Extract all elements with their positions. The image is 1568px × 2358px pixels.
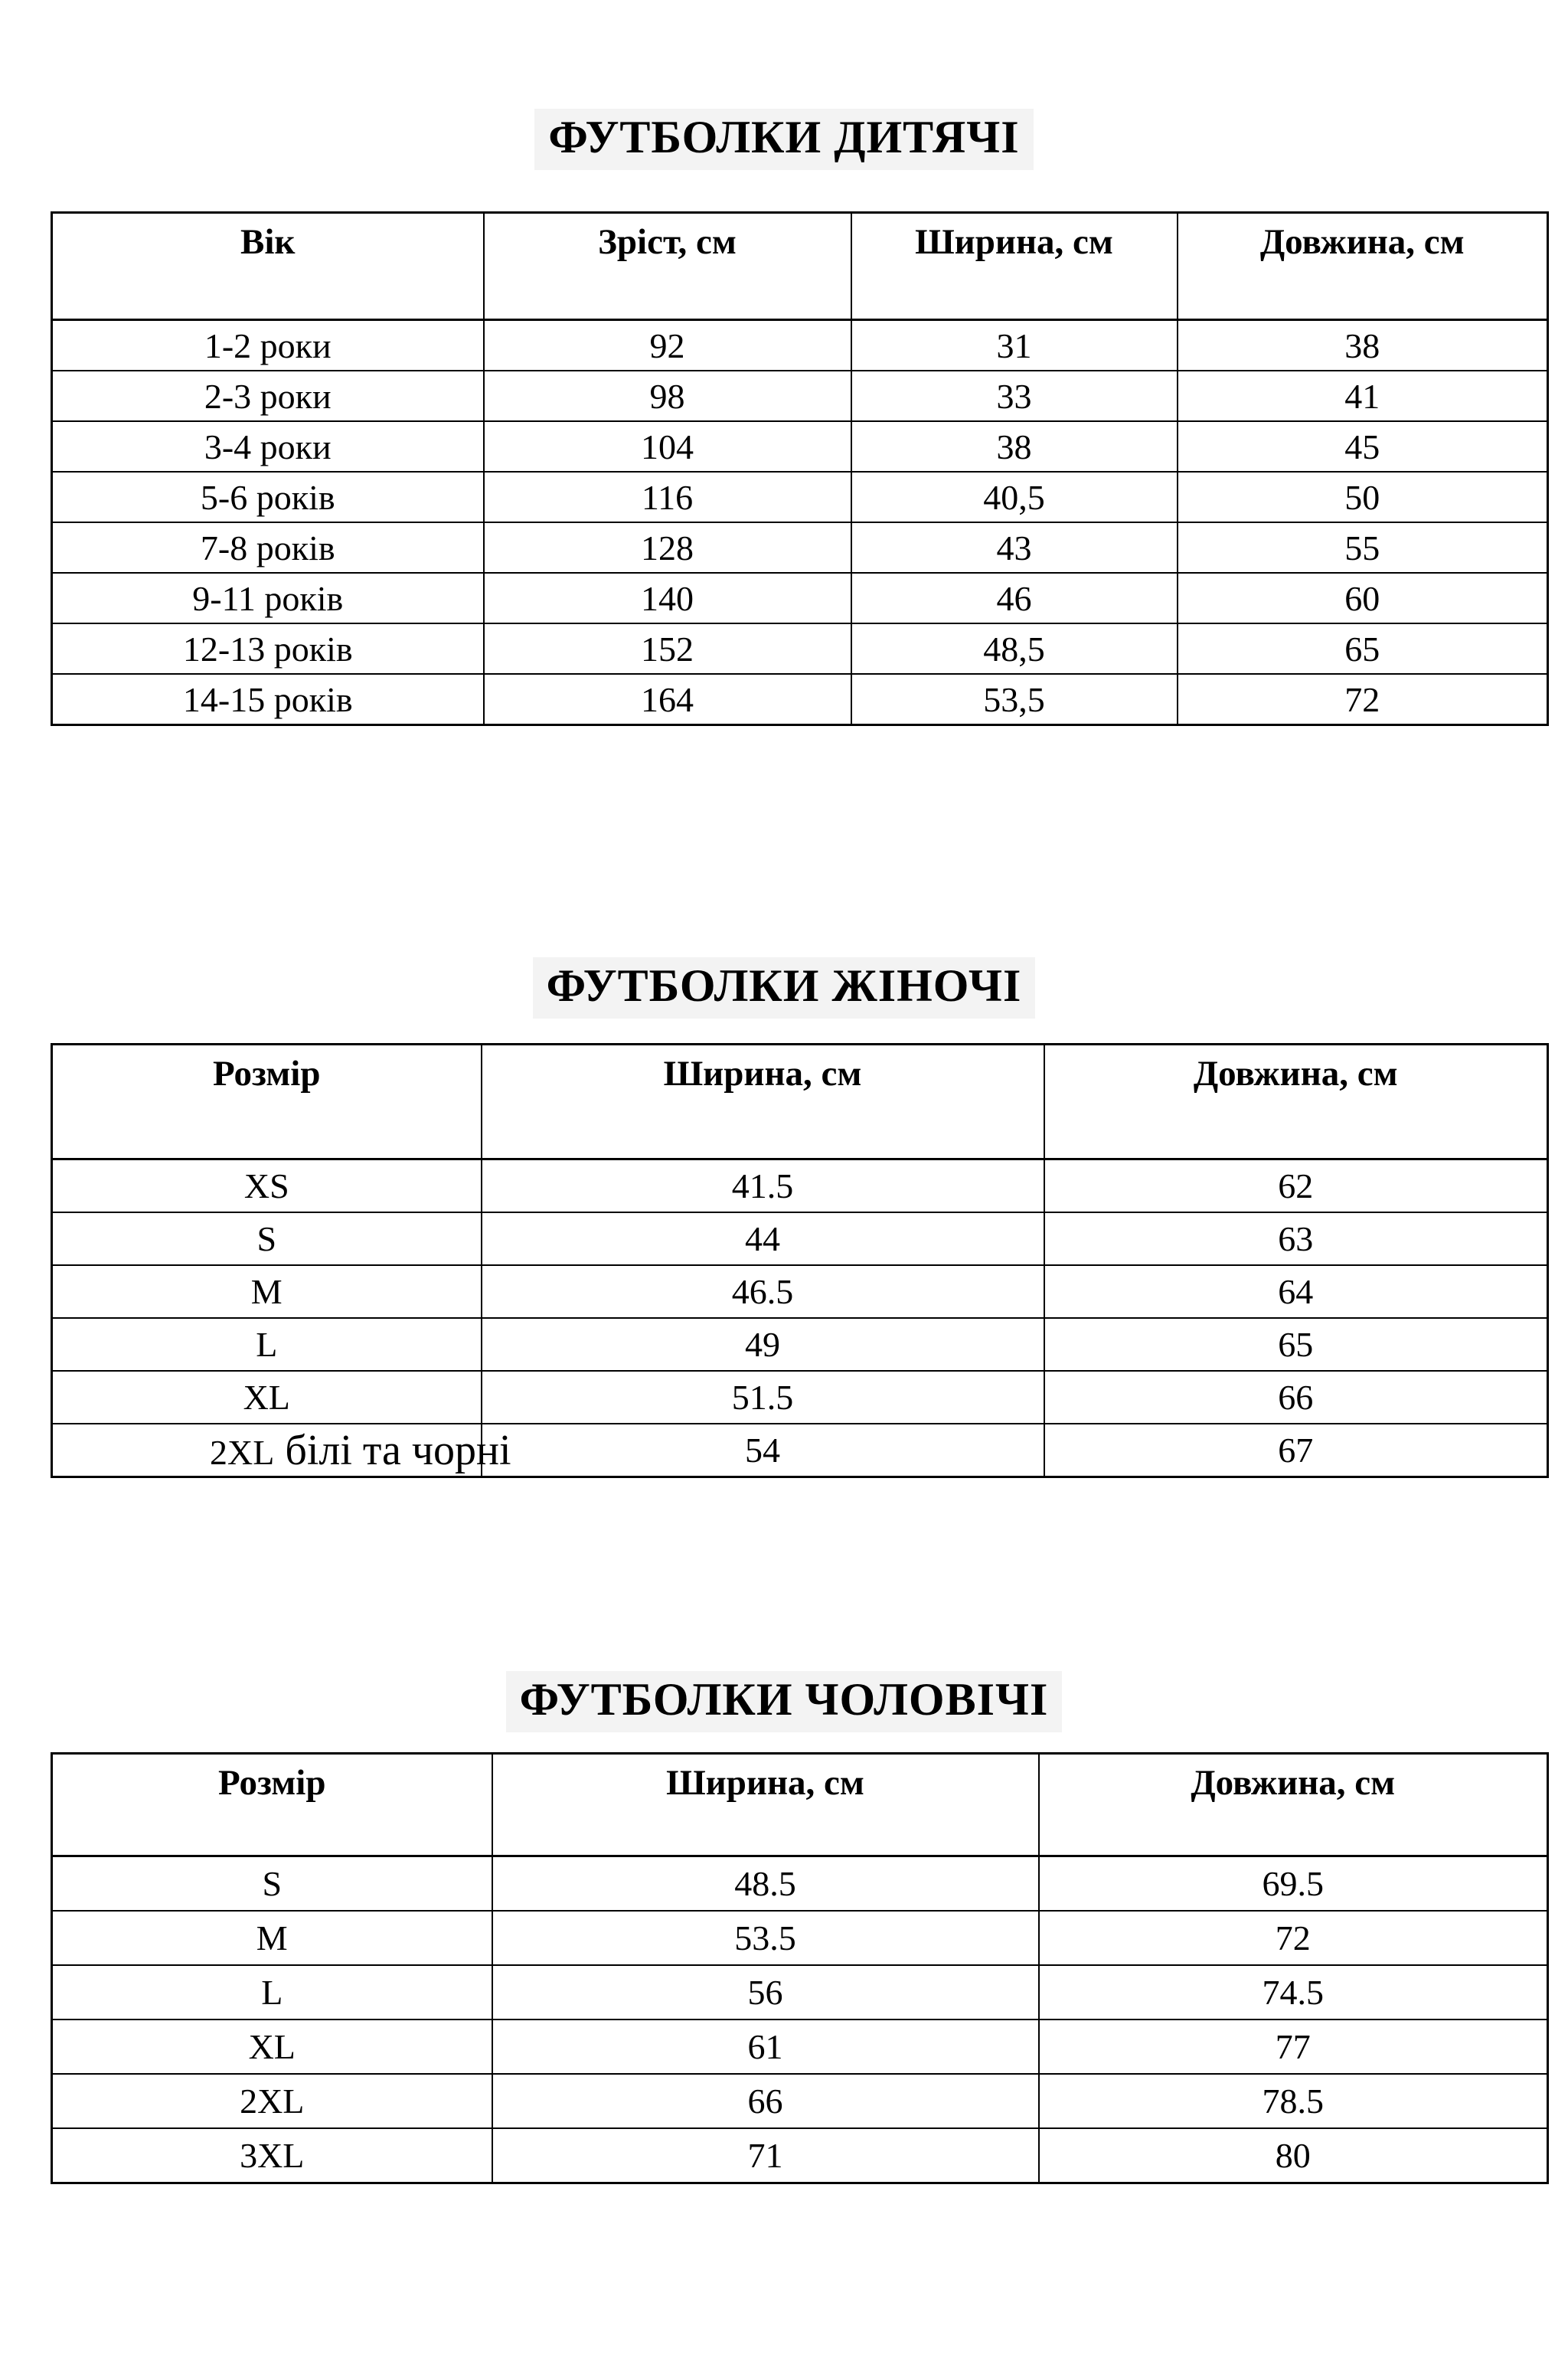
- column-header: Довжина, см: [1178, 213, 1548, 320]
- value-cell: 66: [1044, 1371, 1548, 1424]
- value-cell: 74.5: [1039, 1965, 1548, 2020]
- table-row: [52, 2074, 1548, 2128]
- value-cell: 72: [1178, 674, 1548, 725]
- value-cell: 50: [1178, 472, 1548, 522]
- column-header: Довжина, см: [1044, 1045, 1548, 1159]
- header-row: [52, 1045, 1548, 1159]
- value-cell: 33: [851, 371, 1178, 421]
- table-row: [52, 1965, 1548, 2020]
- value-cell: 69.5: [1039, 1856, 1548, 1912]
- value-cell: 60: [1178, 573, 1548, 623]
- size-cell: 9-11 років: [52, 573, 484, 623]
- table-row: [52, 1911, 1548, 1965]
- size-cell: 2-3 роки: [52, 371, 484, 421]
- section-title-kids: [0, 0, 1568, 167]
- size-cell: L: [52, 1318, 482, 1371]
- table-row: [52, 472, 1548, 522]
- value-cell: 46: [851, 573, 1178, 623]
- section-title-men-text: ФУТБОЛКИ ЧОЛОВІЧІ: [506, 1671, 1063, 1732]
- value-cell: 116: [484, 472, 851, 522]
- value-cell: 128: [484, 522, 851, 573]
- size-cell: XL: [52, 1371, 482, 1424]
- kids-size-table: [51, 211, 1549, 726]
- value-cell: 77: [1039, 2020, 1548, 2074]
- section-title-kids-text: ФУТБОЛКИ ДИТЯЧІ: [534, 109, 1033, 170]
- size-cell: 3-4 роки: [52, 421, 484, 472]
- section-title-women-text: ФУТБОЛКИ ЖІНОЧІ: [533, 957, 1036, 1019]
- value-cell: 64: [1044, 1265, 1548, 1318]
- size-cell: 5-6 років: [52, 472, 484, 522]
- value-cell: 38: [851, 421, 1178, 472]
- size-cell: L: [52, 1965, 492, 2020]
- value-cell: 98: [484, 371, 851, 421]
- column-header: Зріст, см: [484, 213, 851, 320]
- value-cell: 62: [1044, 1159, 1548, 1213]
- size-cell: 1-2 роки: [52, 320, 484, 371]
- value-cell: 78.5: [1039, 2074, 1548, 2128]
- value-cell: 104: [484, 421, 851, 472]
- value-cell: 48,5: [851, 623, 1178, 674]
- value-cell: 164: [484, 674, 851, 725]
- table-row: [52, 1424, 1548, 1477]
- table-row: [52, 1371, 1548, 1424]
- column-header: Розмір: [52, 1045, 482, 1159]
- size-cell: 7-8 років: [52, 522, 484, 573]
- value-cell: 63: [1044, 1212, 1548, 1265]
- value-cell: 40,5: [851, 472, 1178, 522]
- value-cell: 152: [484, 623, 851, 674]
- value-cell: 67: [1044, 1424, 1548, 1477]
- table-wrap-men: [51, 1752, 1547, 2184]
- table-row: [52, 320, 1548, 371]
- table-row: [52, 674, 1548, 725]
- section-men-tshirts: [0, 1478, 1568, 2184]
- section-women-tshirts: [0, 726, 1568, 1478]
- size-cell: [52, 1424, 511, 1477]
- table-row: [52, 1856, 1548, 1912]
- size-cell: 12-13 років: [52, 623, 484, 674]
- size-cell: S: [52, 1856, 492, 1912]
- table-row: [52, 1212, 1548, 1265]
- size-note: білі та чорні: [285, 1426, 511, 1474]
- value-cell: 53,5: [851, 674, 1178, 725]
- table-row: [52, 573, 1548, 623]
- table-row: [52, 623, 1548, 674]
- value-cell: 65: [1044, 1318, 1548, 1371]
- value-cell: 80: [1039, 2128, 1548, 2183]
- value-cell: 140: [484, 573, 851, 623]
- value-cell: 72: [1039, 1911, 1548, 1965]
- value-cell: 44: [482, 1212, 1044, 1265]
- value-cell: 38: [1178, 320, 1548, 371]
- size-cell: XL: [52, 2020, 492, 2074]
- column-header: Ширина, см: [851, 213, 1178, 320]
- value-cell: 46.5: [482, 1265, 1044, 1318]
- size-cell: 2XL: [52, 2074, 492, 2128]
- table-row: [52, 1318, 1548, 1371]
- section-title-men: [0, 1478, 1568, 1729]
- section-kids-tshirts: [0, 0, 1568, 726]
- table-row: [52, 522, 1548, 573]
- value-cell: 54: [482, 1424, 1044, 1477]
- value-cell: 41.5: [482, 1159, 1044, 1213]
- value-cell: 66: [492, 2074, 1039, 2128]
- value-cell: 65: [1178, 623, 1548, 674]
- size-cell: 14-15 років: [52, 674, 484, 725]
- value-cell: 61: [492, 2020, 1039, 2074]
- table-row: [52, 421, 1548, 472]
- size-cell: M: [52, 1265, 482, 1318]
- table-wrap-kids: [51, 211, 1547, 726]
- value-cell: 45: [1178, 421, 1548, 472]
- header-row: [52, 1754, 1548, 1856]
- value-cell: 53.5: [492, 1911, 1039, 1965]
- value-cell: 41: [1178, 371, 1548, 421]
- table-row: [52, 2128, 1548, 2183]
- size-label: 2XL: [210, 1432, 275, 1472]
- column-header: Довжина, см: [1039, 1754, 1548, 1856]
- value-cell: 92: [484, 320, 851, 371]
- size-cell: 3XL: [52, 2128, 492, 2183]
- value-cell: 56: [492, 1965, 1039, 2020]
- table-wrap-women: [51, 1043, 1547, 1478]
- value-cell: 49: [482, 1318, 1044, 1371]
- value-cell: 51.5: [482, 1371, 1044, 1424]
- women-size-table: [51, 1043, 1549, 1478]
- table-row: [52, 2020, 1548, 2074]
- value-cell: 43: [851, 522, 1178, 573]
- men-size-table: [51, 1752, 1549, 2184]
- size-cell: S: [52, 1212, 482, 1265]
- column-header: Вік: [52, 213, 484, 320]
- table-row: [52, 371, 1548, 421]
- value-cell: 48.5: [492, 1856, 1039, 1912]
- value-cell: 31: [851, 320, 1178, 371]
- column-header: Ширина, см: [482, 1045, 1044, 1159]
- table-row: [52, 1265, 1548, 1318]
- size-cell: XS: [52, 1159, 482, 1213]
- value-cell: 71: [492, 2128, 1039, 2183]
- value-cell: 55: [1178, 522, 1548, 573]
- section-title-women: [0, 726, 1568, 1015]
- header-row: [52, 213, 1548, 320]
- size-cell: M: [52, 1911, 492, 1965]
- column-header: Розмір: [52, 1754, 492, 1856]
- column-header: Ширина, см: [492, 1754, 1039, 1856]
- table-row: [52, 1159, 1548, 1213]
